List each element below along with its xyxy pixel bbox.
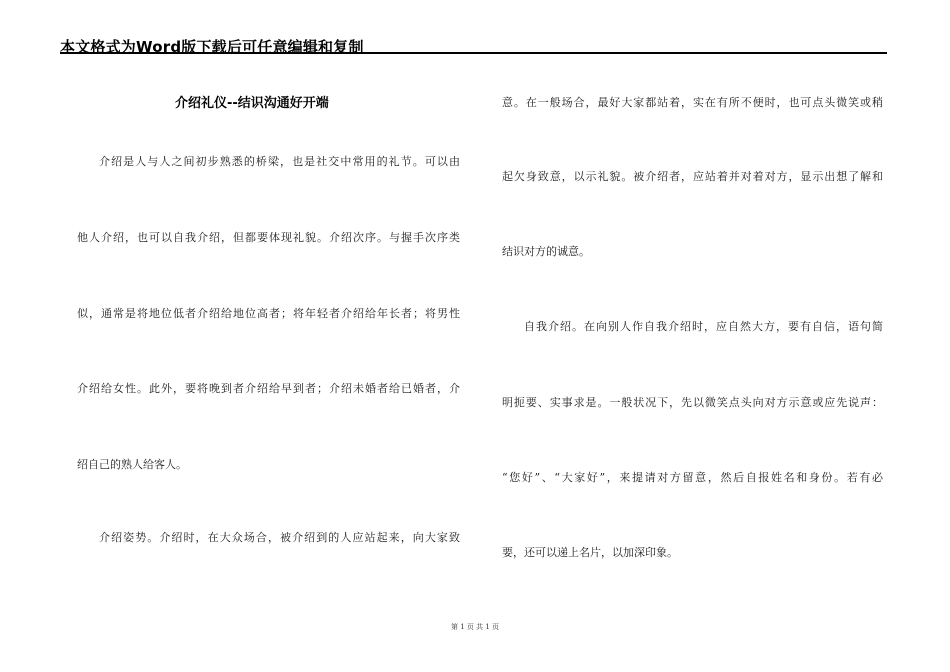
right-line-1: 意。在一般场合，最好大家都站着，实在有所不便时，也可点头微笑或稍 [502, 96, 883, 109]
left-line-5: 绍自己的熟人给客人。 [77, 458, 187, 471]
document-banner: 本文格式为Word版下载后可任意编辑和复制 [60, 38, 364, 56]
right-line-6: “您好”、“大家好”，来提请对方留意，然后自报姓名和身份。若有必 [502, 471, 883, 484]
left-line-2: 他人介绍，也可以自我介绍，但都要体现礼貌。介绍次序。与握手次序类 [77, 231, 460, 244]
page-footer: 第 1 页 共 1 页 [450, 623, 500, 631]
left-line-3: 似，通常是将地位低者介绍给地位高者；将年轻者介绍给年长者；将男性 [77, 307, 460, 320]
left-line-4: 介绍给女性。此外，要将晚到者介绍给早到者；介绍未婚者给已婚者，介 [77, 382, 460, 395]
right-line-4: 自我介绍。在向别人作自我介绍时，应自然大方，要有自信，语句简 [524, 320, 883, 333]
right-column [502, 0, 883, 672]
left-line-6: 介绍姿势。介绍时，在大众场合，被介绍到的人应站起来，向大家致 [99, 531, 460, 544]
right-line-5: 明扼要、实事求是。一般状况下，先以微笑点头向对方示意或应先说声： [502, 396, 883, 409]
right-line-7: 要，还可以递上名片，以加深印象。 [502, 546, 678, 559]
article-title: 介绍礼仪--结识沟通好开端 [175, 96, 329, 111]
left-line-1: 介绍是人与人之间初步熟悉的桥梁，也是社交中常用的礼节。可以由 [99, 155, 460, 168]
right-line-3: 结识对方的诚意。 [502, 245, 590, 258]
left-column [77, 0, 460, 672]
right-line-2: 起欠身致意，以示礼貌。被介绍者，应站着并对着对方，显示出想了解和 [502, 170, 883, 183]
